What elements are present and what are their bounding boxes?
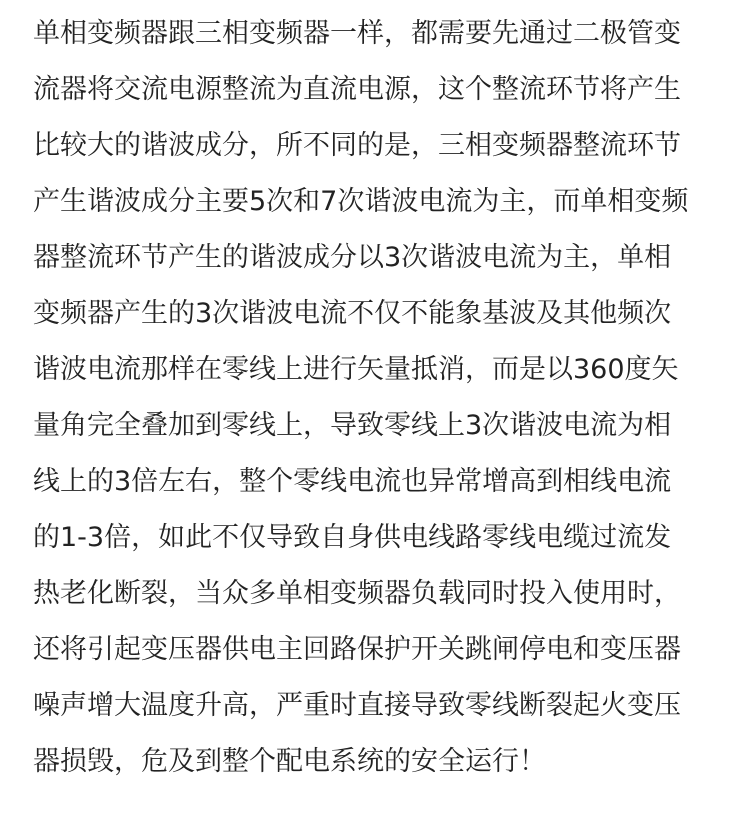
text-line: 变频器产生的3次谐波电流不仅不能象基波及其他频次 (33, 298, 672, 329)
text-line: 产生谐波成分主要5次和7次谐波电流为主，而单相变频 (33, 186, 689, 217)
text-line: 噪声增大温度升高，严重时直接导致零线断裂起火变压 (33, 690, 681, 721)
text-line: 线上的3倍左右，整个零线电流也异常增高到相线电流 (33, 466, 672, 497)
text-line: 的1-3倍，如此不仅导致自身供电线路零线电缆过流发 (33, 522, 672, 553)
text-line: 谐波电流那样在零线上进行矢量抵消，而是以360度矢 (33, 354, 679, 385)
text-line: 还将引起变压器供电主回路保护开关跳闸停电和变压器 (33, 634, 681, 665)
article-body (33, 6, 723, 790)
text-line: 器整流环节产生的谐波成分以3次谐波电流为主，单相 (33, 242, 672, 273)
text-line: 比较大的谐波成分，所不同的是，三相变频器整流环节 (33, 130, 681, 161)
text-line: 器损毁，危及到整个配电系统的安全运行！ (33, 746, 546, 777)
text-line: 热老化断裂，当众多单相变频器负载同时投入使用时， (33, 578, 681, 609)
text-line: 量角完全叠加到零线上，导致零线上3次谐波电流为相 (33, 410, 672, 441)
text-line: 单相变频器跟三相变频器一样，都需要先通过二极管变 (33, 18, 681, 49)
text-line: 流器将交流电源整流为直流电源，这个整流环节将产生 (33, 74, 681, 105)
